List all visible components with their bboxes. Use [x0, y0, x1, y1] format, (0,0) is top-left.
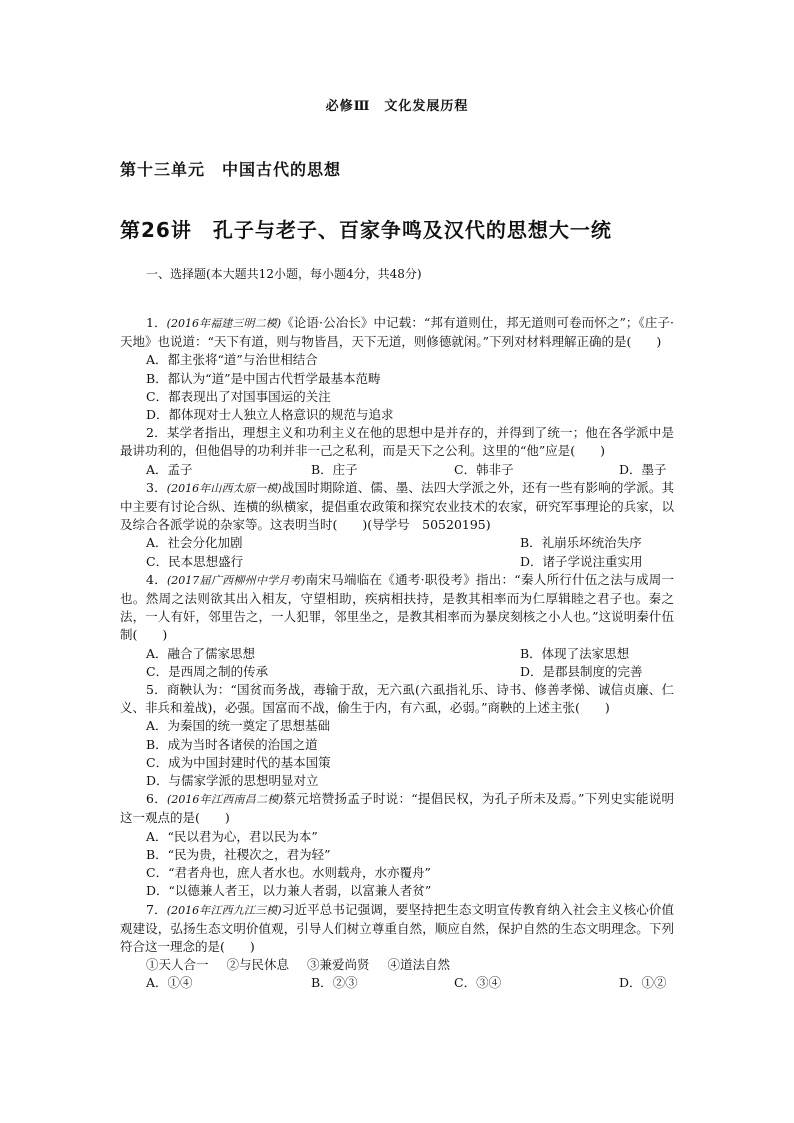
option-a: A．社会分化加剧 [146, 535, 243, 551]
section-title: 一、选择题(本大题共12小题，每小题4分，共48分) [146, 267, 422, 281]
question-stem: 2．某学者指出，理想主义和功利主义在他的思想中是并存的，并得到了统一；他在各学派中是最讲功利的，但他倡导的功利并非一己之私利，而是天下之公利。这里的“他”应是( ) [120, 425, 674, 459]
option-a: A．都主张将“道”与治世相结合 [146, 352, 318, 368]
numbered-items [120, 956, 674, 974]
option-d: D．①② [619, 975, 667, 991]
option-a: A．“民以君为心，君以民为本” [146, 828, 318, 844]
option-c: C．韩非子 [454, 461, 514, 477]
question-1 [120, 314, 674, 424]
question-stem: 7．(2016年江西九江三模)习近平总书记强调，要坚持把生态文明宣传教育纳入社会主义核心价值观建设，弘扬生态文明价值观，引导人们树立尊重自然，顺应自然，保护自然的生态文明理念。下列符合这一理念的是( ) [120, 901, 675, 954]
question-source: (2016年江西九江三模) [166, 903, 282, 917]
question-3 [120, 479, 674, 571]
question-stem: 1．(2016年福建三明二模)《论语·公冶长》中记载：“邦有道则仕，邦无道则可卷而怀之”；《庄子·天地》也说道：“天下有道，则与物皆昌，天下无道，则修德就闲。”下列对材料理解正确的是( ) [120, 315, 675, 350]
question-6 [120, 790, 674, 900]
question-source: (2017届广西柳州中学月考) [167, 573, 306, 587]
option-d: D．诸子学说注重实用 [520, 553, 643, 569]
option-c: C．是西周之制的传承 [146, 663, 269, 679]
question-5 [120, 681, 674, 790]
option-a: A．①④ [146, 975, 193, 991]
option-row [120, 553, 674, 571]
option-b: B．庄子 [311, 461, 358, 477]
option-d: D．是郡县制度的完善 [520, 663, 643, 679]
option-a: A．融合了儒家思想 [146, 645, 256, 661]
option-b: B．②③ [311, 975, 358, 991]
page-header: 必修Ⅲ 文化发展历程 [325, 99, 469, 114]
question-source: (2016年山西太原一模) [166, 481, 282, 495]
option-c: C．民本思想盛行 [146, 553, 244, 569]
option-a: A．为秦国的统一奠定了思想基础 [146, 718, 331, 734]
item-1: ①天人合一 [146, 957, 209, 973]
option-b: B．“民为贵，社稷次之，君为轻” [146, 846, 331, 862]
question-source: (2016年福建三明二模) [166, 317, 282, 330]
option-row [120, 663, 674, 681]
option-c: C．③④ [454, 975, 502, 991]
option-d: D．都体现对士人独立人格意识的规范与追求 [146, 407, 394, 423]
item-4: ④道法自然 [387, 957, 451, 973]
item-3: ③兼爱尚贤 [307, 957, 370, 973]
question-2 [120, 424, 674, 479]
option-a: A．孟子 [146, 461, 193, 477]
option-b: B．体现了法家思想 [520, 645, 630, 661]
question-stem: 3．(2016年山西太原一模)战国时期除道、儒、墨、法四大学派之外，还有一些有影响的学派。其中主要有讨论合纵、连横的纵横家，提倡重农政策和探究农业技术的农家，研究军事理论的兵家，以及综合各派学说的杂家等。这表明当时( )(导学号 50520195) [120, 479, 675, 533]
lesson-title: 第26讲 孔子与老子、百家争鸣及汉代的思想大一统 [120, 218, 612, 242]
option-b: B．礼崩乐坏统治失序 [520, 535, 642, 551]
option-d: D．墨子 [619, 461, 667, 477]
option-b: B．都认为“道”是中国古代哲学最基本范畴 [146, 370, 381, 386]
question-list [120, 314, 674, 993]
option-row [120, 461, 674, 479]
question-7 [120, 901, 674, 993]
unit-title: 第十三单元 中国古代的思想 [120, 160, 342, 179]
option-row [120, 534, 674, 552]
question-stem: 4．(2017届广西柳州中学月考)南宋马端临在《通考·职役考》指出：“秦人所行什伍之法与成周一也。然周之法则欲其出入相友，守望相助，疾病相扶持，是教其相率而为仁厚辑睦之君子也。秦之法，一人有奸，邻里告之，一人犯罪，邻里坐之，是教其相率而为暴戾刻核之小人也。”这说明秦什伍制( ) [120, 571, 675, 643]
question-stem: 5．商鞅认为：“国贫而务战，毒输于敌，无六虱(六虱指礼乐、诗书、修善孝悌、诚信贞廉、仁义、非兵和羞战)，必强。国富而不战，偷生于内，有六虱，必弱。”商鞅的上述主张( ) [120, 682, 674, 716]
question-source: (2016年江西南昌二模) [167, 793, 283, 807]
option-c: C．都表现出了对国事国运的关注 [146, 388, 331, 404]
item-2: ②与民休息 [226, 957, 290, 973]
option-c: C．成为中国封建时代的基本国策 [146, 754, 331, 770]
option-c: C．“君者舟也，庶人者水也。水则载舟，水亦覆舟” [146, 865, 431, 881]
option-b: B．成为当时各诸侯的治国之道 [146, 736, 318, 752]
question-stem: 6．(2016年江西南昌二模)蔡元培赞扬孟子时说：“提倡民权，为孔子所未及焉。”下列史实能说明这一观点的是( ) [120, 791, 674, 826]
option-d: D．与儒家学派的思想明显对立 [146, 773, 319, 789]
option-row [120, 645, 674, 663]
option-d: D．“以德兼人者王，以力兼人者弱，以富兼人者贫” [146, 883, 432, 899]
option-row [120, 974, 674, 992]
question-4 [120, 571, 674, 681]
